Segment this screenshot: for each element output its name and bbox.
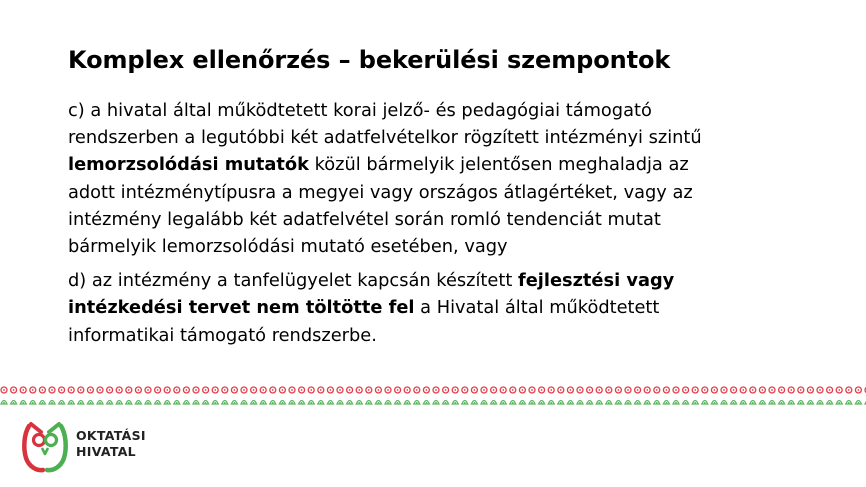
logo-line-1: OKTATÁSI bbox=[76, 428, 146, 443]
slide-title: Komplex ellenőrzés – bekerülési szempontok bbox=[68, 46, 671, 74]
paragraph-d bbox=[68, 267, 848, 349]
paragraph-c-line bbox=[68, 151, 848, 178]
paragraph-d-line bbox=[68, 267, 848, 294]
paragraph-c-text: közül bármelyik jelentősen meghaladja az bbox=[308, 154, 689, 176]
paragraph-c-line: bármelyik lemorzsolódási mutató esetében, vagy bbox=[68, 236, 508, 258]
paragraph-d-line: informatikai támogató rendszerbe. bbox=[68, 324, 377, 346]
logo-line-2: HIVATAL bbox=[76, 444, 136, 459]
paragraph-d-text: a Hivatal által működtetett bbox=[414, 297, 660, 319]
emphasis-text: fejlesztési vagy bbox=[517, 270, 675, 292]
owl-icon bbox=[20, 418, 70, 474]
paragraph-c-line: adott intézménytípusra a megyei vagy országos átlagértéket, vagy az bbox=[68, 181, 693, 203]
folk-pattern-band bbox=[0, 384, 866, 410]
paragraph-c-line: intézmény legalább két adatfelvétel során romló tendenciát mutat bbox=[68, 208, 661, 230]
emphasis-text: intézkedési tervet nem töltötte fel bbox=[68, 297, 415, 319]
oktatasi-hivatal-logo bbox=[20, 418, 180, 474]
folk-pattern-icon bbox=[0, 384, 866, 410]
emphasis-text: lemorzsolódási mutatók bbox=[68, 154, 309, 176]
logo-wordmark bbox=[76, 428, 146, 460]
slide-body bbox=[68, 97, 848, 349]
paragraph-c-line: rendszerben a legutóbbi két adatfelvételkor rögzített intézményi szintű bbox=[68, 127, 702, 149]
paragraph-d-text: d) az intézmény a tanfelügyelet kapcsán készített bbox=[68, 270, 518, 292]
paragraph-c-line: c) a hivatal által működtetett korai jelző- és pedagógiai támogató bbox=[68, 100, 652, 121]
paragraph-c bbox=[68, 97, 848, 260]
paragraph-d-line bbox=[68, 294, 848, 321]
